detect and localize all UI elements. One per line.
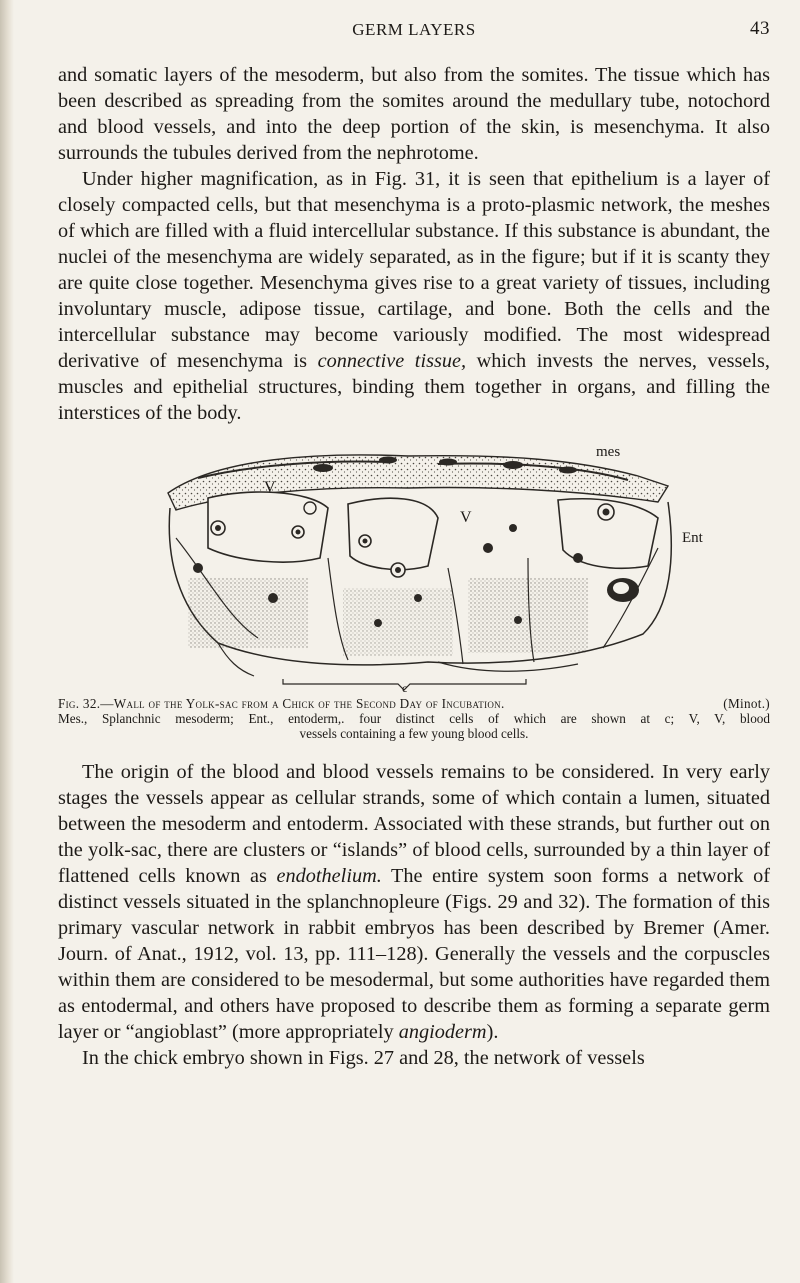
figure-caption (58, 696, 770, 741)
label-ent: Ent (682, 530, 703, 546)
blood-vessel-left (208, 492, 328, 562)
paragraph-blood-origin (58, 759, 770, 1045)
paragraph-somites: and somatic layers of the mesoderm, but also from the somites. The tissue which has been described as spreading from the somites around the medullary tube, notochord and blood vessels, and into the deep portion of the skin, is mesenchyma. It also surrounds the tubules derived from the nephrotome. (58, 64, 770, 164)
blood-vessel-center (348, 498, 438, 577)
paragraph-mesenchyma-tail: which invests the nerves, vessels, muscles and epithelial structures, binding them together in organs, and filling the interstices of the body. (58, 350, 770, 424)
paragraph-blood-origin-end: ). (486, 1021, 499, 1043)
label-mes: mes (596, 444, 621, 460)
page-number: 43 (750, 18, 770, 39)
paragraph-blood-origin-text: The origin of the blood and blood vessels remains to be considered. In very early stages the vessels appear as cellular strands, some of which contain a lumen, situated between the mesoderm and entoderm. Associated with these strands, but further out on the yolk-sac, there are clusters or “islands” of blood cells, surrounded by a thin layer of flattened cells known as (58, 761, 770, 887)
yolk-sac-illustration (58, 438, 770, 692)
label-v-left: V (264, 479, 276, 496)
running-head-title: GERM LAYERS (352, 20, 476, 39)
term-angioderm: angioderm (398, 1021, 487, 1043)
page-binding-shadow (0, 0, 14, 1283)
label-c: c (402, 681, 408, 692)
running-head (58, 16, 770, 46)
figure-yolk-sac-wall (58, 438, 770, 692)
caption-title: Fig. 32.—Wall of the Yolk-sac from a Chick of the Second Day of Incubation. (58, 696, 505, 711)
caption-line-3: vessels containing a few young blood cells. (299, 726, 529, 741)
term-connective-tissue: connective tissue, (317, 350, 467, 372)
caption-credit: (Minot.) (723, 696, 770, 711)
label-v-center: V (460, 509, 472, 526)
paragraph-mesenchyma-text: Under higher magnification, as in Fig. 31, it is seen that epithelium is a layer of closely compacted cells, but that mesenchyma is a proto-plasmic network, the meshes of which are filled with a fluid intercellular substance. If this substance is abundant, the nuclei of the mesenchyma are widely separated, as in the figure; but if it is scanty they are quite close together. Mesenchyma gives rise to a great variety of tissues, including involuntary muscle, adipose tissue, cartilage, and bone. Both the cells and the intercellular substance may become variously modified. The most widespread derivative of mesenchyma is (58, 168, 770, 372)
caption-line-2: Mes., Splanchnic mesoderm; Ent., entoderm,. four distinct cells of which are shown at c; V, V, blood (58, 711, 770, 726)
caption-line-1 (58, 696, 770, 711)
paragraph-chick-embryo: In the chick embryo shown in Figs. 27 and 28, the network of vessels (82, 1047, 645, 1069)
term-endothelium: endothelium. (276, 865, 382, 887)
paragraph-blood-origin-middle: The entire system soon forms a network of distinct vessels situated in the splanchnopleure (Figs. 29 and 32). The formation of this primary vascular network in rabbit embryos has been described by Bremer (Amer. Journ. of Anat., 1912, vol. 13, pp. 111–128). Generally the vessels and the corpuscles within them are considered to be mesodermal, but some authorities have regarded them as entodermal, and others have proposed to describe them as forming a separate germ layer or “angioblast” (more appropriately (58, 865, 770, 1043)
book-page (58, 16, 770, 1071)
paragraph-mesenchyma (58, 166, 770, 426)
